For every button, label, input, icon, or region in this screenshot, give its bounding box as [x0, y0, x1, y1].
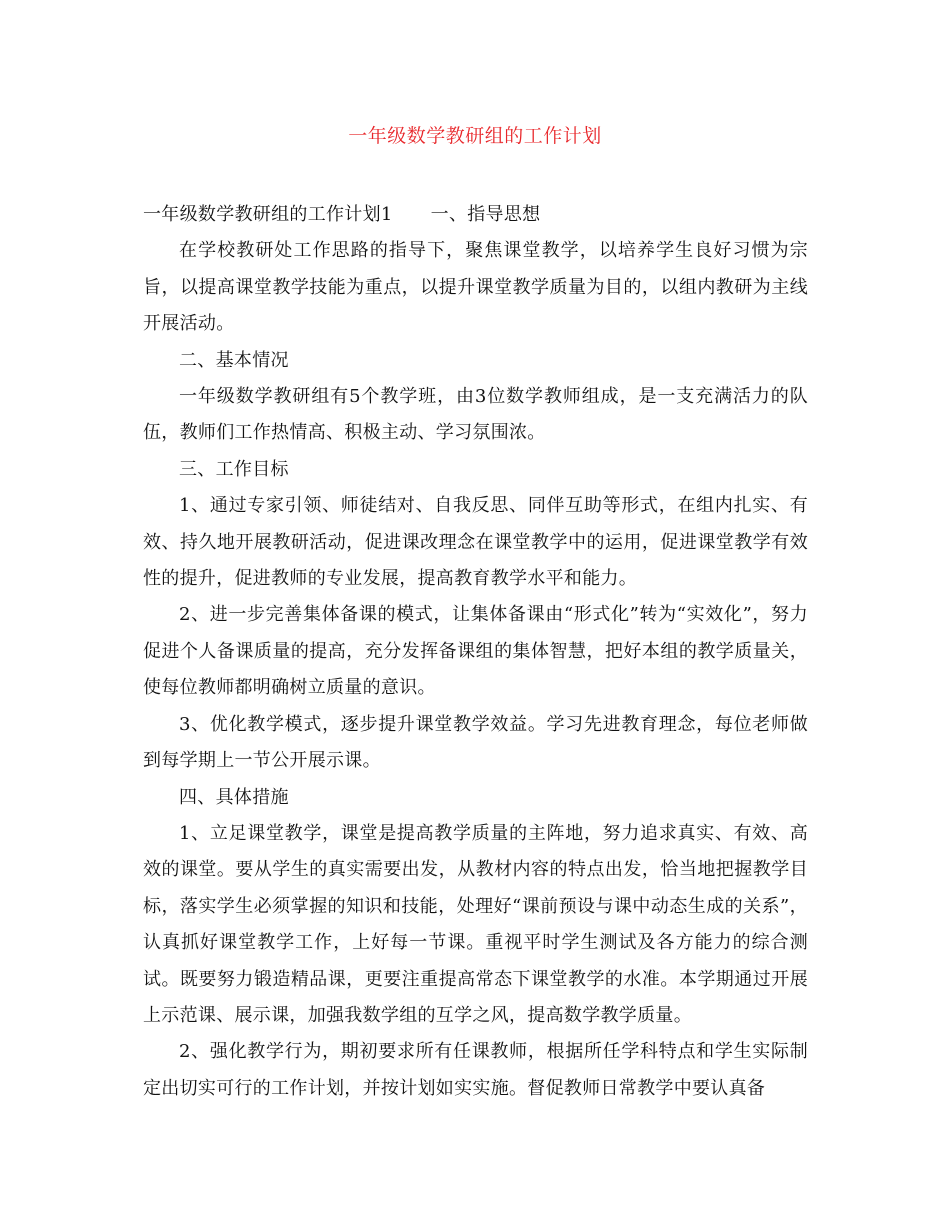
section-heading-3: 三、工作目标: [179, 458, 289, 480]
paragraph: 3、优化教学模式，逐步提升课堂教学效益。学习先进教育理念，每位老师做到每学期上一节公开展示课。: [143, 713, 808, 772]
section-heading-2: 二、基本情况: [179, 349, 289, 371]
document-name: 一年级数学教研组的工作计划1: [143, 204, 393, 225]
paragraph: 2、进一步完善集体备课的模式，让集体备课由“形式化”转为“实效化”，努力促进个人备课质量的提高，充分发挥备课组的集体智慧，把好本组的教学质量关，使每位教师都明确树立质量的意识。: [143, 604, 808, 699]
paragraph: 2、强化教学行为，期初要求所有任课教师，根据所任学科特点和学生实际制定出切实可行的工作计划，并按计划如实实施。督促教师日常教学中要认真备: [143, 1041, 808, 1099]
paragraph: 一年级数学教研组有5个教学班，由3位数学教师组成，是一支充满活力的队伍，教师们工作热情高、积极主动、学习氛围浓。: [143, 386, 808, 444]
paragraph: 1、立足课堂教学，课堂是提高教学质量的主阵地，努力追求真实、有效、高效的课堂。要从学生的真实需要出发，从教材内容的特点出发，恰当地把握教学目标，落实学生必须掌握的知识和技能，处理好“课前预设与课中动态生成的关系”，认真抓好课堂教学工作，上好每一节课。重视平时学生测试及各方能力的综合测试。既要努力锻造精品课，更要注重提高常态下课堂教学的水准。本学期通过开展上示范课、展示课，加强我数学组的互学之风，提高数学教学质量。: [143, 822, 808, 1026]
document-title: 一年级数学教研组的工作计划: [348, 125, 602, 147]
paragraph: 1、通过专家引领、师徒结对、自我反思、同伴互助等形式，在组内扎实、有效、持久地开展教研活动，促进课改理念在课堂教学中的运用，促进课堂教学有效性的提升，促进教师的专业发展，提高教育教学水平和能力。: [143, 495, 808, 590]
section-heading-1: 一、指导思想: [430, 204, 541, 225]
document-body: [143, 197, 808, 1107]
section-heading-4: 四、具体措施: [179, 786, 289, 808]
paragraph: 在学校教研处工作思路的指导下，聚焦课堂教学，以培养学生良好习惯为宗旨，以提高课堂教学技能为重点，以提升课堂教学质量为目的，以组内教研为主线开展活动。: [143, 240, 808, 335]
first-line: [143, 197, 808, 233]
